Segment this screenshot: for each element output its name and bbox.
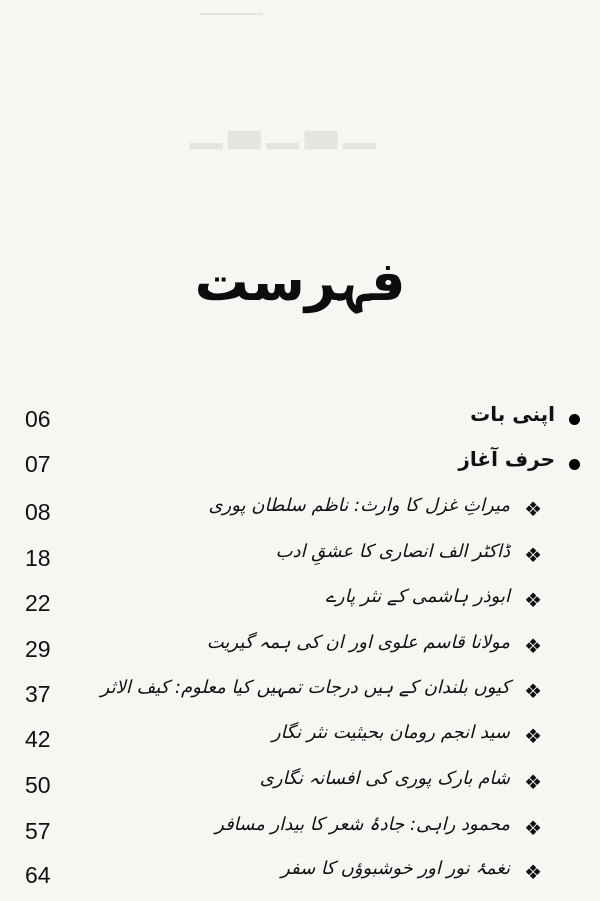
toc-entry <box>0 856 600 900</box>
toc-entry <box>0 445 600 489</box>
toc-page-number: 57 <box>25 818 51 844</box>
toc-entry <box>0 675 600 719</box>
toc-entry-title: مولانا قاسم علوی اور ان کی ہمہ گیریت <box>206 632 510 653</box>
toc-page-number: 07 <box>25 451 51 477</box>
toc-heading: فہرست <box>194 250 406 313</box>
bullet-dot-icon <box>569 459 580 470</box>
toc-page-number: 50 <box>25 772 51 798</box>
toc-entry <box>0 584 600 628</box>
toc-page-number: 37 <box>25 681 51 707</box>
show-through-decoration: ──── <box>200 0 263 30</box>
show-through-decoration: ▁▃▁▃▁ <box>190 100 382 149</box>
toc-entry-title: محمود راہی: جادۂ شعر کا بیدار مسافر <box>215 814 510 835</box>
diamond-bullet-icon: ❖ <box>524 497 542 521</box>
toc-page-number: 64 <box>25 862 51 888</box>
toc-page-number: 29 <box>25 636 51 662</box>
toc-entry-title: ڈاکٹر الف انصاری کا عشقِ ادب <box>275 541 510 562</box>
diamond-bullet-icon: ❖ <box>524 860 542 884</box>
toc-entry <box>0 720 600 764</box>
toc-entry-title: حرف آغاز <box>458 447 555 471</box>
diamond-bullet-icon: ❖ <box>524 588 542 612</box>
toc-entry-title: اپنی بات <box>470 402 555 426</box>
toc-entry-title: میراثِ غزل کا وارث: ناظم سلطان پوری <box>208 495 510 516</box>
toc-entry <box>0 493 600 537</box>
bullet-dot-icon <box>569 414 580 425</box>
toc-page-number: 18 <box>25 545 51 571</box>
diamond-bullet-icon: ❖ <box>524 724 542 748</box>
diamond-bullet-icon: ❖ <box>524 816 542 840</box>
toc-entry-title: شام بارک پوری کی افسانہ نگاری <box>259 768 510 789</box>
toc-page-number: 06 <box>25 406 51 432</box>
toc-entry-title: ابوذر ہاشمی کے نثر پارے <box>325 586 510 607</box>
toc-page-number: 42 <box>25 726 51 752</box>
toc-entry <box>0 812 600 856</box>
toc-entry-title: سید انجم رومان بحیثیت نثر نگار <box>271 722 510 743</box>
toc-page-number: 22 <box>25 590 51 616</box>
toc-entry-title: کیوں بلندان کے ہیں درجات تمہیں کیا معلوم: کیف الاثر <box>100 677 510 698</box>
toc-page-number: 08 <box>25 499 51 525</box>
diamond-bullet-icon: ❖ <box>524 770 542 794</box>
toc-entry <box>0 766 600 810</box>
diamond-bullet-icon: ❖ <box>524 543 542 567</box>
toc-entry <box>0 630 600 674</box>
diamond-bullet-icon: ❖ <box>524 634 542 658</box>
toc-entry <box>0 400 600 444</box>
toc-entry-title: نغمۂ نور اور خوشبوؤں کا سفر <box>281 858 510 879</box>
toc-entry <box>0 539 600 583</box>
diamond-bullet-icon: ❖ <box>524 679 542 703</box>
